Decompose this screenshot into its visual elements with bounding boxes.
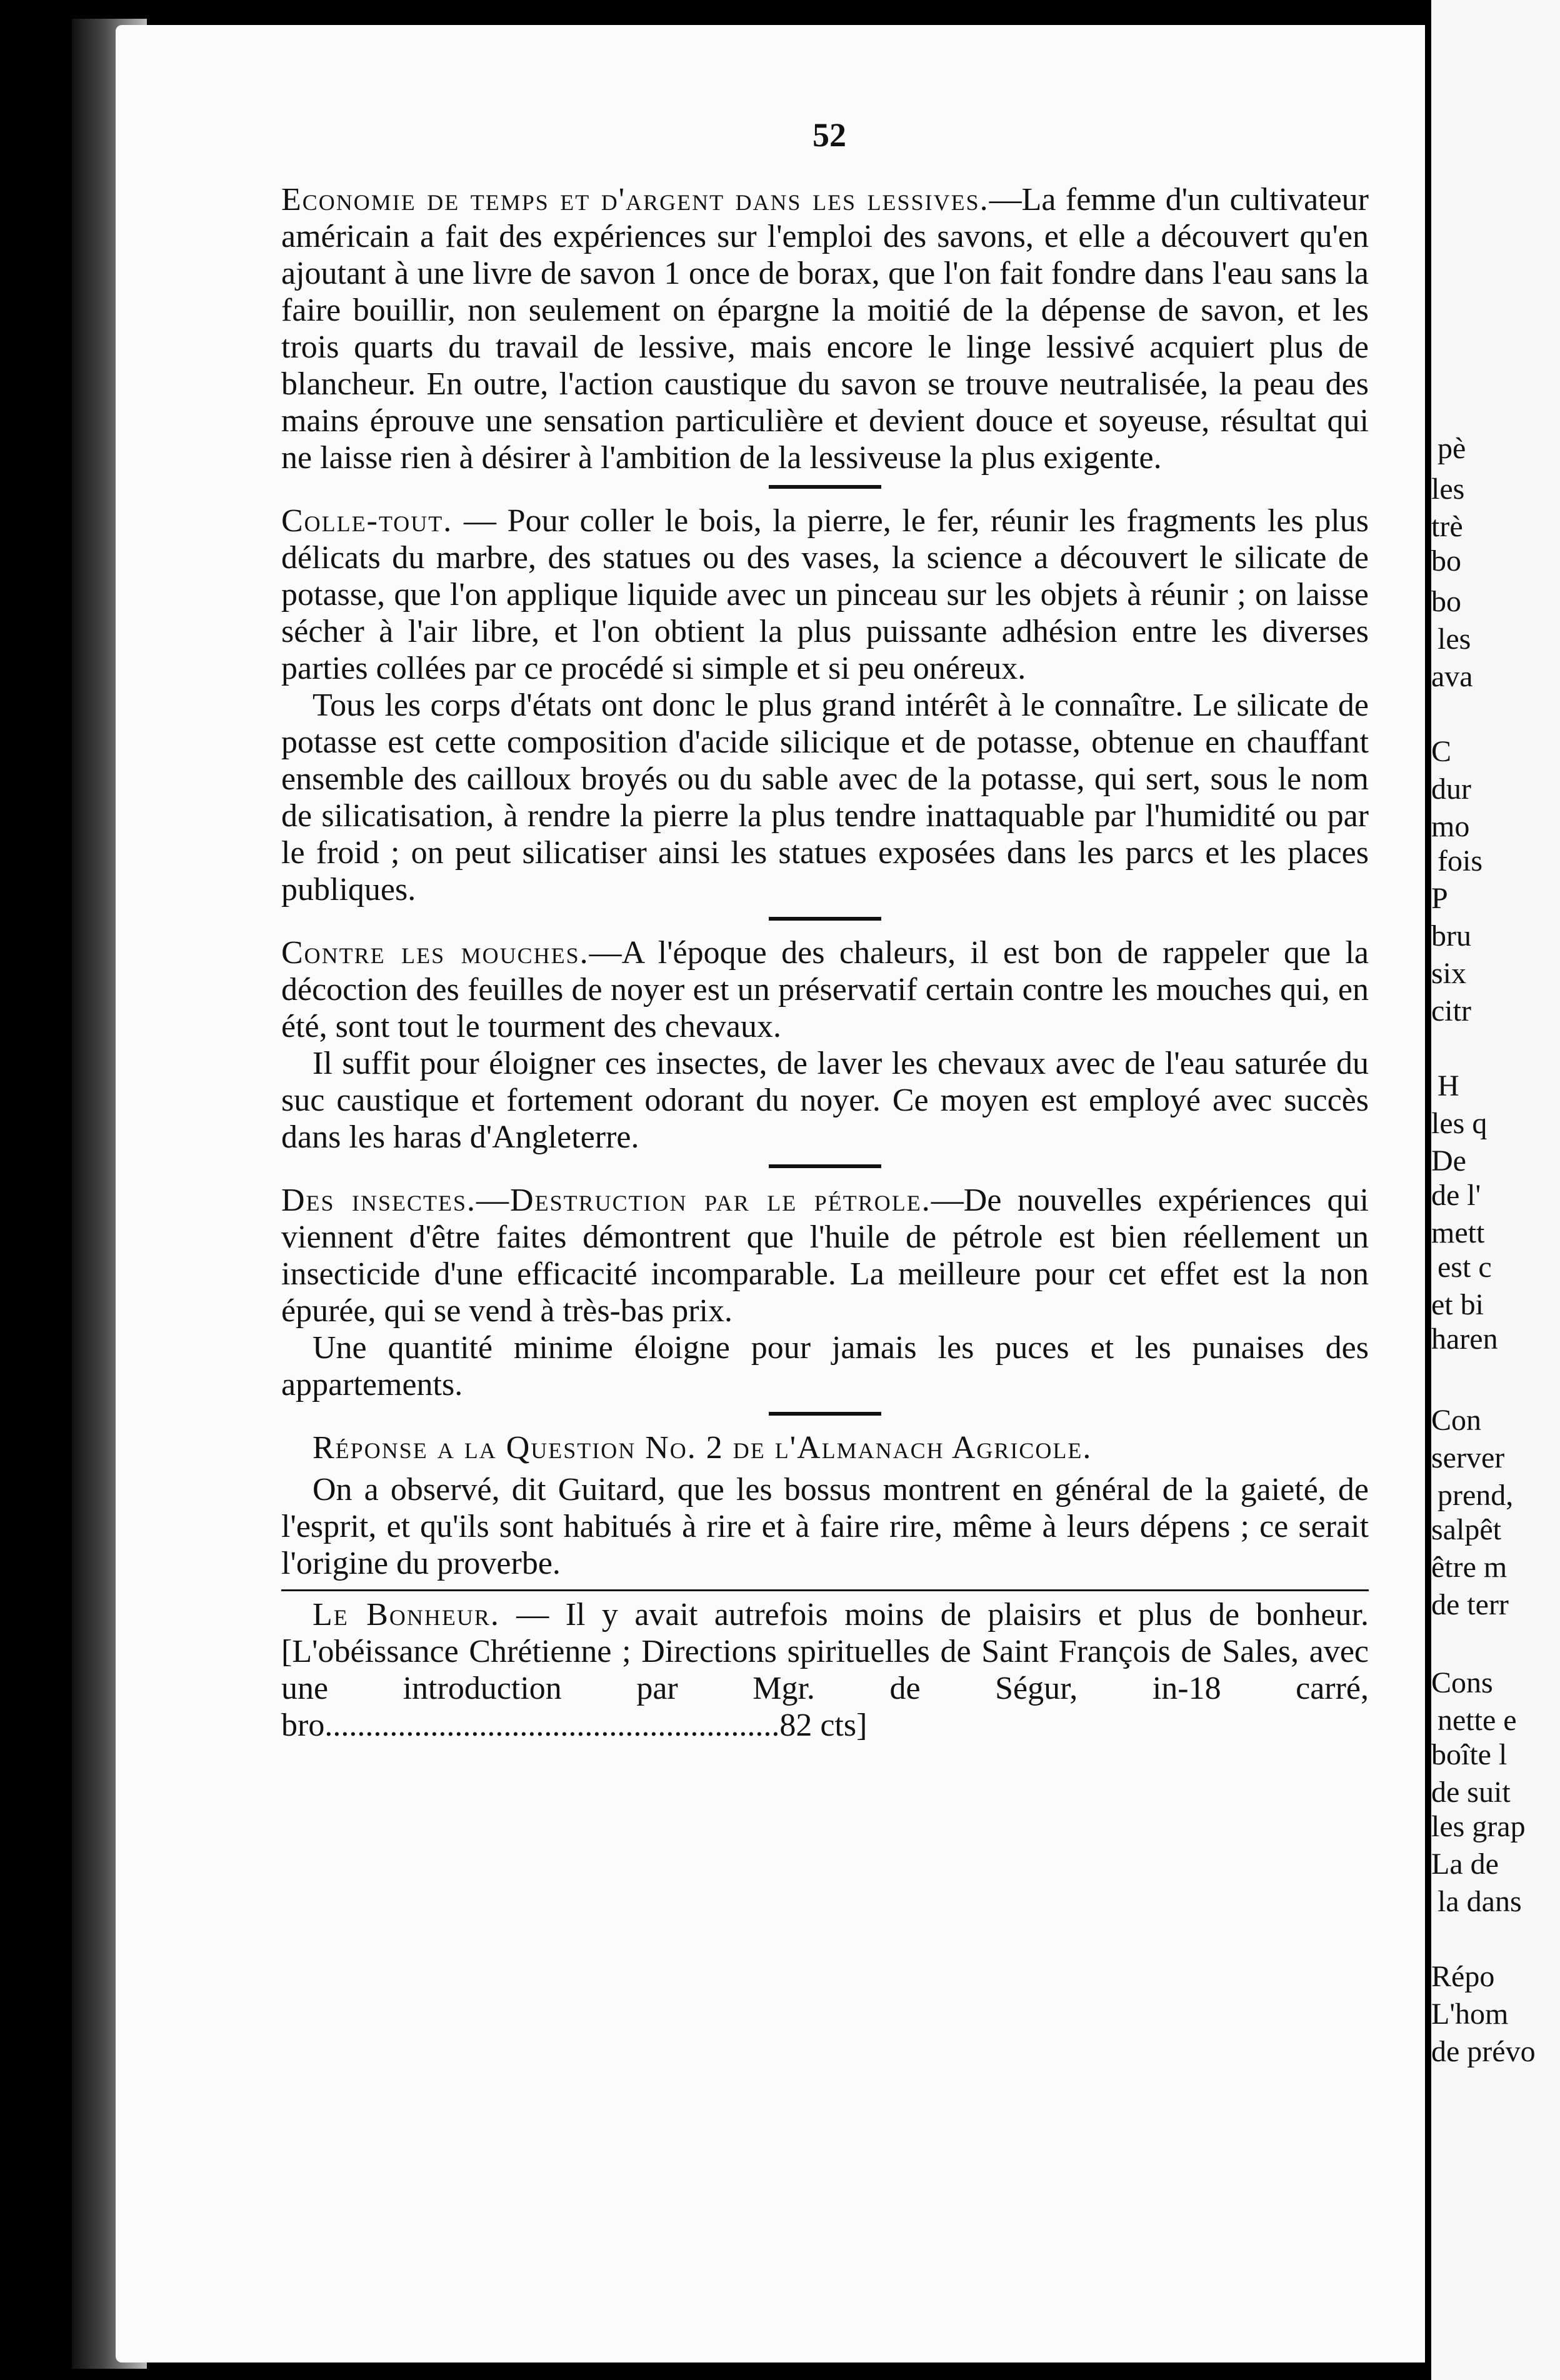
footer-body: — Il y avait autrefois moins de plaisirs et plus de bonheur. [L'obéissance Chrétienne ; Directions spirituelles de Saint François de Sales, avec une introduction par Mgr. de Ségur, in-18 carré, bro........................................................82 cts]: [281, 1597, 1369, 1743]
next-page-fragment: être m: [1431, 1551, 1508, 1584]
article-paragraph: Il suffit pour éloigner ces insectes, de laver les chevaux avec de l'eau saturée du suc caustique et fortement odorant du noyer. Ce moyen est employé avec succès dans les haras d'Angleterre.: [281, 1046, 1369, 1155]
article-answer-heading: [281, 1429, 1369, 1466]
article-body: —A l'époque des chaleurs, il est bon de rappeler que la décoction des feuilles de noyer est un préservatif certain contre les mouches qui, en été, sont tout le tourment des chevaux.: [281, 935, 1369, 1044]
next-page-fragment: ava: [1431, 660, 1473, 693]
article-paragraph: Tous les corps d'états ont donc le plus grand intérêt à le connaître. Le silicate de potasse est cette composition d'acide silicique et de potasse, obtenue en chauffant ensemble des cailloux broyés ou du sable avec de la potasse, qui sert, sous le nom de silicatisation, à rendre la pierre la plus tendre inattaquable par l'humidité ou par le froid ; on peut silicatiser ainsi les statues exposées dans les parcs et les places publiques.: [281, 688, 1369, 908]
next-page-fragment: les q: [1431, 1107, 1488, 1140]
next-page-fragment: boîte l: [1431, 1738, 1508, 1771]
page-number: 52: [812, 116, 846, 154]
next-page-fragment: de prévo: [1431, 2035, 1536, 2068]
next-page-fragment: dur: [1431, 772, 1471, 806]
next-page-fragment: bru: [1431, 919, 1471, 952]
article-glue: [281, 502, 1369, 687]
next-page-fragment: la dans: [1438, 1885, 1522, 1918]
next-page-fragment: les grap: [1431, 1810, 1526, 1843]
separator: [769, 1412, 881, 1416]
next-page-fragment: haren: [1431, 1322, 1498, 1356]
next-page-fragment: salpêt: [1431, 1513, 1501, 1546]
article-heading: Réponse a la Question No. 2 de l'Almanach Agricole.: [312, 1430, 1092, 1466]
next-page-fragment: et bi: [1431, 1288, 1484, 1321]
article-heading: Des insectes.—Destruction par le pétrole.: [281, 1182, 931, 1218]
article-body: —De nouvelles expériences qui viennent d'être faites démontrent que l'huile de pétrole est bien réellement un insecticide d'une efficacité incomparable. La meilleure pour cet effet est la non épurée, qui se vend à très-bas prix.: [281, 1182, 1369, 1329]
separator: [769, 1164, 881, 1168]
next-page-fragment: mo: [1431, 810, 1470, 843]
next-page-fragment: server: [1431, 1441, 1505, 1474]
article-insects: [281, 1182, 1369, 1329]
article-heading: Economie de temps et d'argent dans les lessives.: [281, 182, 989, 218]
next-page-fragment: bo: [1431, 544, 1461, 578]
page-content: [281, 181, 1369, 1744]
next-page-fragment: mett: [1431, 1216, 1485, 1249]
next-page-fragment: six: [1431, 957, 1467, 990]
next-page-fragment: les: [1431, 472, 1465, 506]
next-page-edge: [1431, 0, 1560, 2380]
next-page-fragment: les: [1438, 622, 1471, 656]
article-laundry: [281, 181, 1369, 476]
next-page-fragment: H: [1438, 1069, 1459, 1102]
next-page-fragment: citr: [1431, 994, 1471, 1028]
next-page-fragment: La de: [1431, 1848, 1499, 1881]
next-page-fragment: Con: [1431, 1404, 1482, 1437]
next-page-fragment: de suit: [1431, 1776, 1511, 1809]
next-page-fragment: pè: [1438, 432, 1466, 465]
article-paragraph: On a observé, dit Guitard, que les bossus montrent en général de la gaieté, de l'esprit, et qu'ils sont habitués à rire et à faire rire, même à leurs dépens ; ce serait l'origine du proverbe.: [281, 1472, 1369, 1581]
next-page-fragment: C: [1431, 735, 1452, 768]
next-page-fragment: bo: [1431, 585, 1461, 618]
next-page-fragment: prend,: [1438, 1479, 1514, 1512]
separator: [769, 485, 881, 489]
next-page-fragment: fois: [1438, 844, 1482, 878]
article-heading: Contre les mouches.: [281, 935, 589, 971]
next-page-fragment: de terr: [1431, 1588, 1509, 1621]
footer-heading: Le Bonheur.: [312, 1597, 500, 1632]
footer-ad: [281, 1596, 1369, 1744]
next-page-fragment: Cons: [1431, 1666, 1493, 1699]
separator: [769, 917, 881, 921]
article-heading: Colle-tout.: [281, 503, 453, 539]
next-page-fragment: P: [1431, 882, 1448, 915]
footer-rule: [281, 1589, 1369, 1591]
article-flies: [281, 934, 1369, 1045]
article-body: —La femme d'un cultivateur américain a fait des expériences sur l'emploi des savons, et elle a découvert qu'en ajoutant à une livre de savon 1 once de borax, que l'on fait fondre dans l'eau sans la faire bouillir, non seulement on épargne la moitié de la dépense de savon, et les trois quarts du travail de lessive, mais encore le linge lessivé acquiert plus de blancheur. En outre, l'action caustique du savon se trouve neutralisée, la peau des mains éprouve une sensation particulière et devient douce et soyeuse, résultat qui ne laisse rien à désirer à l'ambition de la lessiveuse la plus exigente.: [281, 182, 1369, 476]
next-page-fragment: trè: [1431, 510, 1463, 543]
article-body: — Pour coller le bois, la pierre, le fer, réunir les fragments les plus délicats du marbre, des statues ou des vases, la science a découvert le silicate de potasse, que l'on applique liquide avec un pinceau sur les objets à réunir ; on laisse sécher à l'air libre, et l'on obtient la plus puissante adhésion entre les diverses parties collées par ce procédé si simple et si peu onéreux.: [281, 503, 1369, 686]
next-page-fragment: est c: [1438, 1251, 1492, 1284]
next-page-fragment: de l': [1431, 1179, 1481, 1212]
next-page-fragment: L'hom: [1431, 1998, 1509, 2031]
next-page-fragment: nette e: [1438, 1704, 1517, 1737]
next-page-fragment: Répo: [1431, 1960, 1495, 1993]
next-page-fragment: De: [1431, 1144, 1466, 1178]
article-paragraph: Une quantité minime éloigne pour jamais les puces et les punaises des appartements.: [281, 1330, 1369, 1402]
